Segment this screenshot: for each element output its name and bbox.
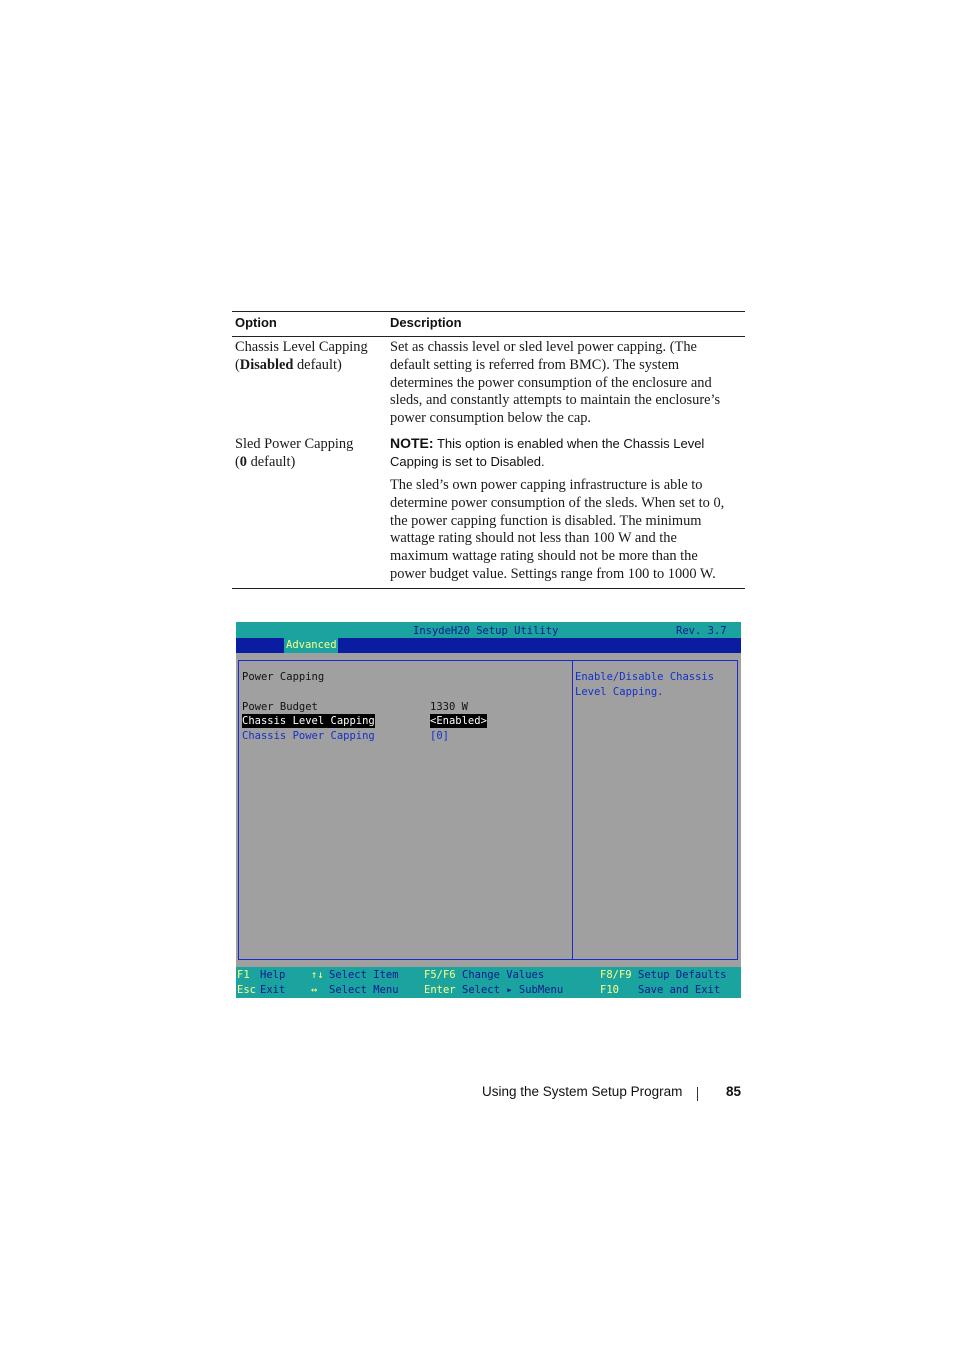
row2-description: The sled’s own power capping infrastructure is able to determine power consumption of the sleds. When set to 0, the power capping function is disabled. The minimum wattage rating should not less than 100 W and the maximum wattage rating should not be more than the power budget value. Settings range from 100 to 1000 W. (390, 477, 725, 582)
header-option: Option (235, 315, 277, 330)
item-chassis-level-capping-label[interactable]: Chassis Level Capping (242, 715, 375, 727)
row1-option: Chassis Level Capping (Disabled default) (235, 339, 368, 373)
key-f1: F1 (237, 969, 250, 981)
key-leftright-action: Select Menu (329, 984, 399, 996)
table-header-rule (232, 336, 745, 337)
section-title: Power Capping (242, 671, 325, 683)
key-f5f6-action: Change Values (462, 969, 545, 981)
key-f10-action: Save and Exit (638, 984, 721, 996)
table-top-rule (232, 311, 745, 312)
key-enter-action: Select ▸ SubMenu (462, 984, 564, 996)
item-chassis-power-capping-value[interactable]: [0] (430, 730, 449, 742)
key-leftright-arrows: ↔ (311, 984, 318, 996)
bios-help-divider (572, 660, 573, 960)
row2-option: Sled Power Capping (0 default) (235, 436, 354, 470)
key-f5f6: F5/F6 (424, 969, 456, 981)
bios-revision: Rev. 3.7 (676, 625, 727, 637)
footer-separator (697, 1087, 698, 1101)
tab-advanced[interactable]: Advanced (286, 639, 337, 651)
bios-title: InsydeH20 Setup Utility (413, 625, 559, 637)
key-f8f9-action: Setup Defaults (638, 969, 727, 981)
item-power-budget-value: 1330 W (430, 701, 468, 713)
header-description: Description (390, 315, 462, 330)
key-f8f9: F8/F9 (600, 969, 632, 981)
bios-setup-screen (236, 622, 741, 998)
key-updown-arrows: ↑↓ (311, 969, 324, 981)
key-esc: Esc (237, 984, 256, 996)
help-text-line2: Level Capping. (575, 686, 664, 698)
item-chassis-power-capping-label[interactable]: Chassis Power Capping (242, 730, 375, 742)
row2-note: NOTE: This option is enabled when the Chassis Level Capping is set to Disabled. (390, 435, 705, 469)
help-text-line1: Enable/Disable Chassis (575, 671, 715, 683)
key-enter: Enter (424, 984, 456, 996)
key-f1-action: Help (260, 969, 286, 981)
row1-description: Set as chassis level or sled level power capping. (The default setting is referred from BMC). The system determines the power consumption of the enclosure and sleds, and constantly attempts to maintain the enclosure’s power consumption below the cap. (390, 339, 721, 427)
note-label: NOTE: (390, 435, 434, 451)
key-esc-action: Exit (260, 984, 286, 996)
item-power-budget-label[interactable]: Power Budget (242, 701, 318, 713)
key-f10: F10 (600, 984, 619, 996)
key-updown-action: Select Item (329, 969, 399, 981)
item-chassis-level-capping-value[interactable]: <Enabled> (430, 715, 487, 727)
page-number: 85 (726, 1084, 742, 1099)
footer-section-title: Using the System Setup Program (482, 1084, 683, 1099)
table-bottom-rule (232, 588, 745, 589)
